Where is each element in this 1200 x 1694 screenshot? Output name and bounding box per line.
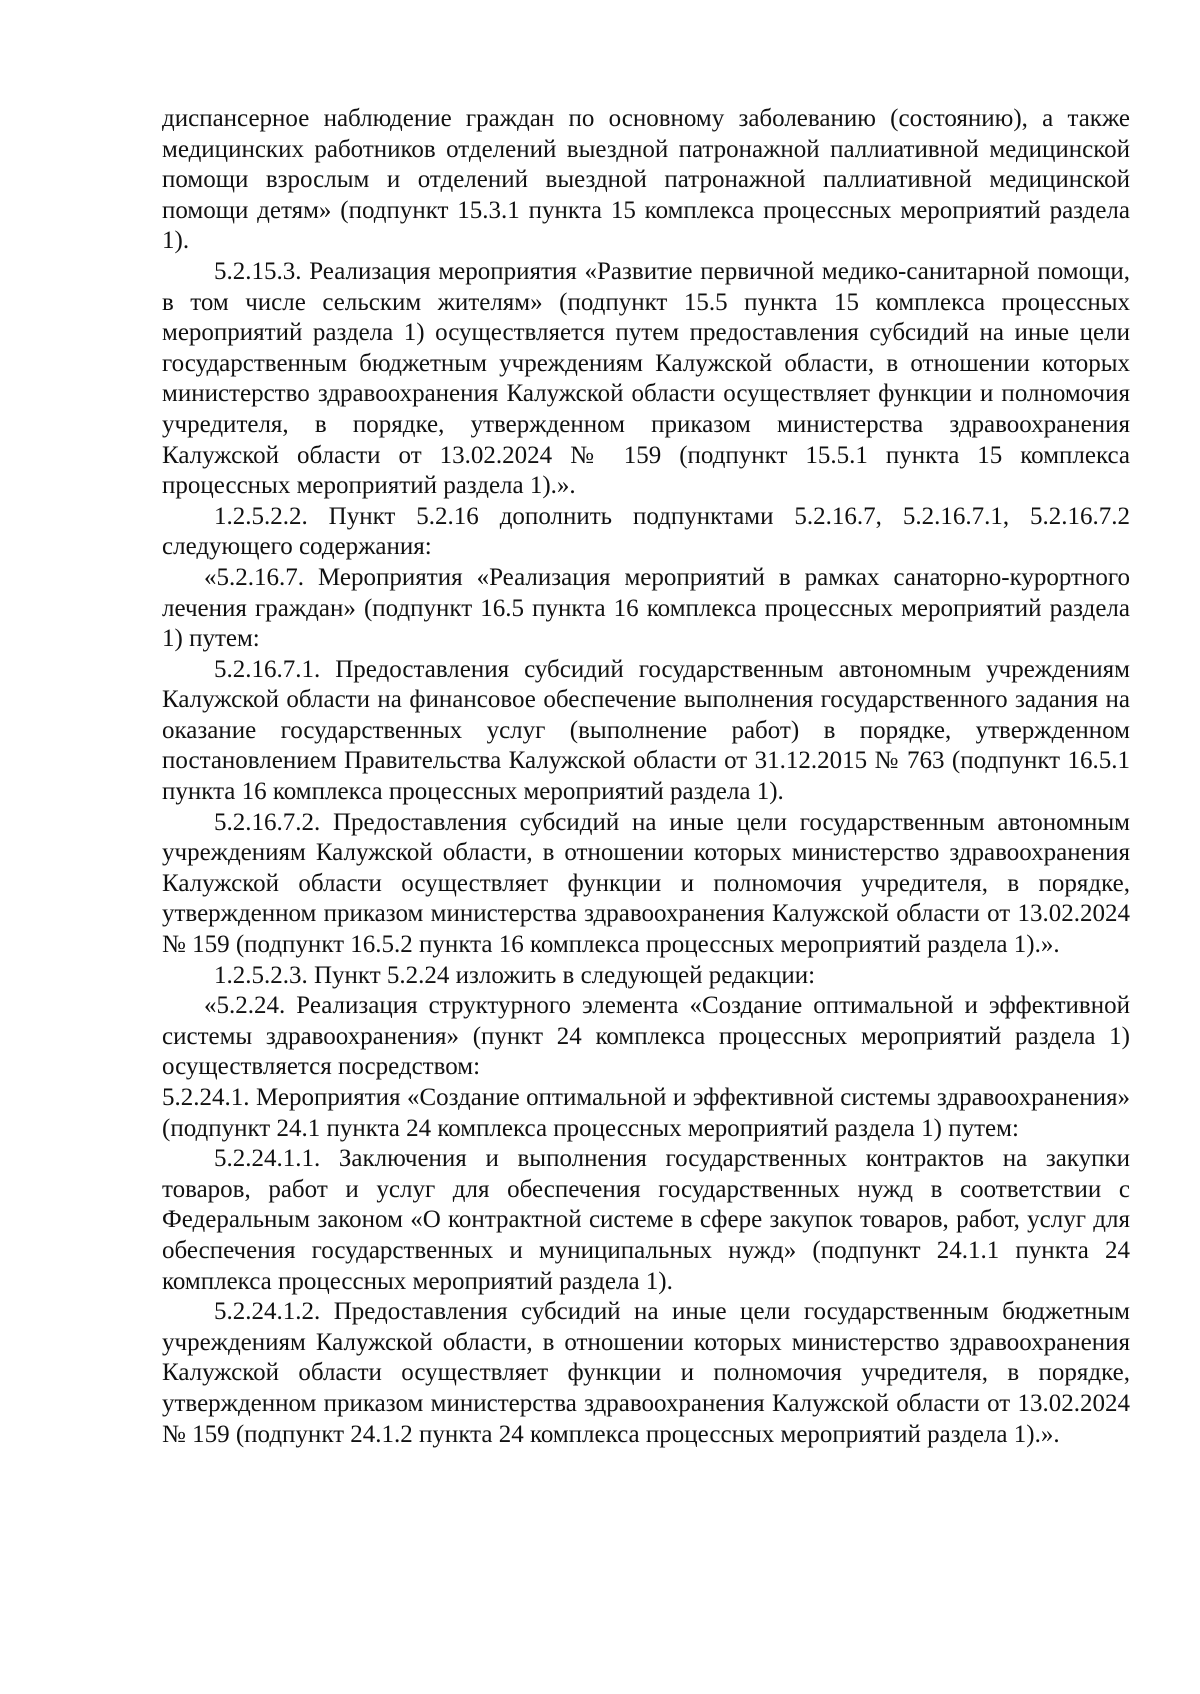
paragraph-5-2-24: «5.2.24. Реализация структурного элемента «Создание оптимальной и эффективной системы здравоохранения» (пункт 24 комплекса процессных мероприятий раздела 1) осуществляется посредством: bbox=[162, 992, 1130, 1081]
paragraph-5-2-24-1-1: 5.2.24.1.1. Заключения и выполнения государственных контрактов на закупки товаров, работ и услуг для обеспечения государственных нужд в соответствии с Федеральным законом «О контрактной системе в сфере закупок товаров, работ, услуг для обеспечения государственных и муниципальных нужд» (подпункт 24.1.1 пункта 24 комплекса процессных мероприятий раздела 1). bbox=[162, 1145, 1130, 1295]
paragraph-1-2-5-2-2: 1.2.5.2.2. Пункт 5.2.16 дополнить подпунктами 5.2.16.7, 5.2.16.7.1, 5.2.16.7.2 следующего содержания: bbox=[162, 502, 1130, 561]
paragraph-5-2-16-7-1: 5.2.16.7.1. Предоставления субсидий государственным автономным учреждениям Калужской области на финансовое обеспечение выполнения государственного задания на оказание государственных услуг (выполнение работ) в порядке, утвержденном постановлением Правительства Калужской области от 31.12.2015 № 763 (подпункт 16.5.1 пункта 16 комплекса процессных мероприятий раздела 1). bbox=[162, 655, 1130, 806]
paragraph-1-2-5-2-3: 1.2.5.2.3. Пункт 5.2.24 изложить в следующей редакции: bbox=[214, 961, 816, 989]
paragraph-5-2-16-7-2: 5.2.16.7.2. Предоставления субсидий на иные цели государственным автономным учреждениям Калужской области, в отношении которых министерство здравоохранения Калужской области осуществляет функции и полномочия учредителя, в порядке, утвержденном приказом министерства здравоохранения Калужской области от 13.02.2024 № 159 (подпункт 16.5.2 пункта 16 комплекса процессных мероприятий раздела 1).». bbox=[162, 808, 1130, 959]
paragraph-5-2-16-7: «5.2.16.7. Мероприятия «Реализация мероприятий в рамках санаторно-курортного лечения граждан» (подпункт 16.5 пункта 16 комплекса процессных мероприятий раздела 1) путем: bbox=[162, 563, 1130, 653]
paragraph-5-2-15-3: 5.2.15.3. Реализация мероприятия «Развитие первичной медико-санитарной помощи, в том числе сельским жителям» (подпункт 15.5 пункта 15 комплекса процессных мероприятий раздела 1) осуществляется путем предоставления субсидий на иные цели государственным бюджетным учреждениям Калужской области, в отношении которых министерство здравоохранения Калужской области осуществляет функции и полномочия учредителя, в порядке, утвержденном приказом министерства здравоохранения Калужской области от 13.02.2024 № 159 (подпункт 15.5.1 пункта 15 комплекса процессных мероприятий раздела 1).». bbox=[162, 257, 1130, 500]
paragraph-5-2-24-1: 5.2.24.1. Мероприятия «Создание оптимальной и эффективной системы здравоохранения» (подпункт 24.1 пункта 24 комплекса процессных мероприятий раздела 1) путем: bbox=[162, 1084, 1130, 1142]
paragraph-5-2-24-1-2: 5.2.24.1.2. Предоставления субсидий на иные цели государственным бюджетным учреждениям Калужской области, в отношении которых министерство здравоохранения Калужской области осуществляет функции и полномочия учредителя, в порядке, утвержденном приказом министерства здравоохранения Калужской области от 13.02.2024 № 159 (подпункт 24.1.2 пункта 24 комплекса процессных мероприятий раздела 1).». bbox=[162, 1298, 1130, 1448]
paragraph-continuation: диспансерное наблюдение граждан по основному заболеванию (состоянию), а также медицинских работников отделений выездной патронажной паллиативной медицинской помощи взрослым и отделений выездной патронажной паллиативной медицинской помощи детям» (подпункт 15.3.1 пункта 15 комплекса процессных мероприятий раздела 1). bbox=[162, 105, 1130, 255]
document-body bbox=[162, 104, 1130, 1450]
